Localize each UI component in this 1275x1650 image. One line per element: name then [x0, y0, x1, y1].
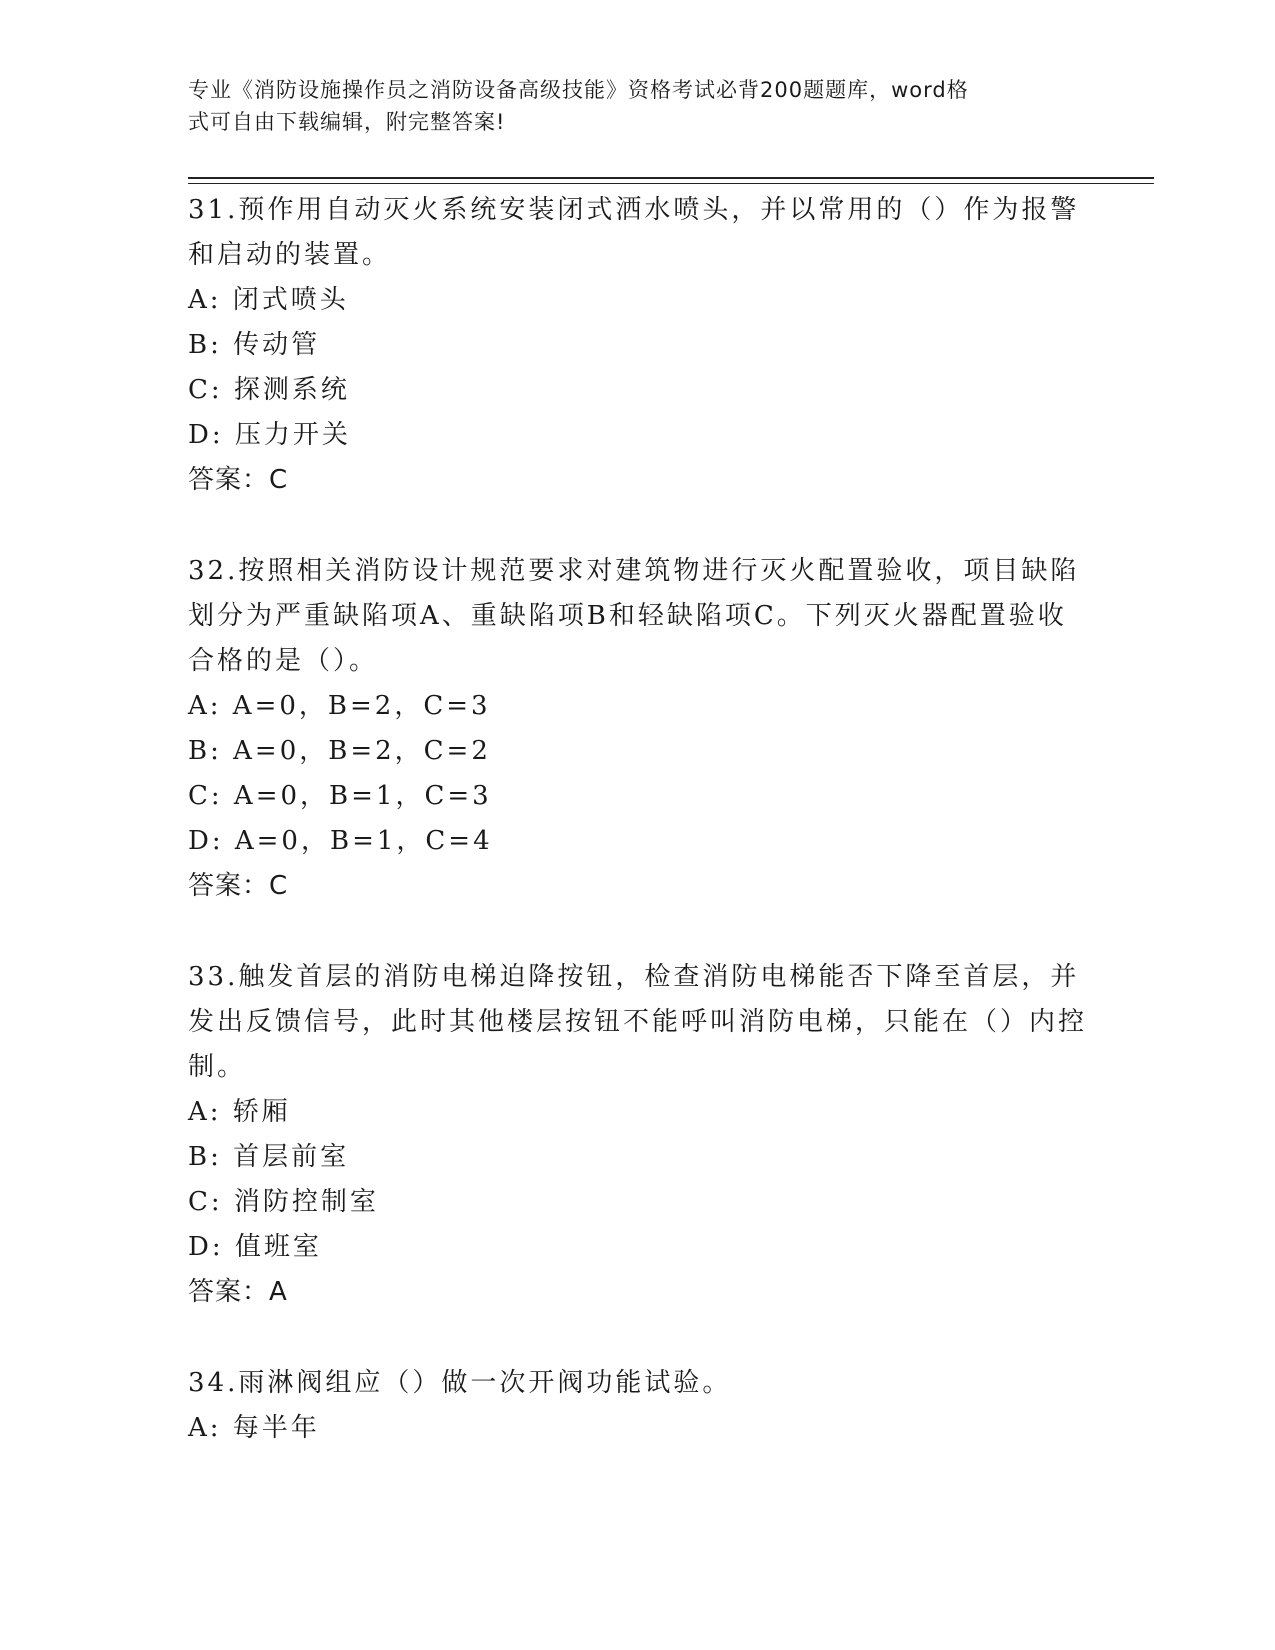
option-b: B: 传动管: [188, 330, 321, 360]
header-line-1: 专业《消防设施操作员之消防设备高级技能》资格考试必背200题题库，word格: [188, 78, 969, 102]
question-stem: 33.触发首层的消防电梯迫降按钮，检查消防电梯能否下降至首层，并发出反馈信号，此时其他楼层按钮不能呼叫消防电梯，只能在（）内控制。: [188, 962, 1088, 1082]
question-31: [188, 188, 1088, 503]
question-34: [188, 1361, 1088, 1451]
question-stem: 32.按照相关消防设计规范要求对建筑物进行灭火配置验收，项目缺陷划分为严重缺陷项A、重缺陷项B和轻缺陷项C。下列灭火器配置验收合格的是（）。: [188, 556, 1080, 676]
question-list: [188, 188, 1088, 1497]
header-divider-thick: [188, 177, 1154, 179]
option-d: D: 值班室: [188, 1232, 322, 1262]
document-header: [188, 74, 1068, 138]
option-a: A: 闭式喷头: [188, 285, 349, 315]
question-32: [188, 549, 1088, 909]
question-33: [188, 955, 1088, 1315]
option-d: D: 压力开关: [188, 420, 351, 450]
answer: 答案：C: [188, 465, 289, 495]
answer: 答案：A: [188, 1277, 288, 1307]
header-line-2: 式可自由下载编辑，附完整答案!: [188, 110, 506, 134]
option-c: C: 探测系统: [188, 375, 350, 405]
option-c: C: 消防控制室: [188, 1187, 379, 1217]
option-a: A: 每半年: [188, 1413, 320, 1443]
option-a: A: A=0，B=2，C=3: [188, 691, 491, 721]
option-b: B: A=0，B=2，C=2: [188, 736, 491, 766]
question-stem: 31.预作用自动灭火系统安装闭式洒水喷头，并以常用的（）作为报警和启动的装置。: [188, 195, 1080, 270]
answer: 答案：C: [188, 871, 289, 901]
question-stem: 34.雨淋阀组应（）做一次开阀功能试验。: [188, 1368, 732, 1398]
option-a: A: 轿厢: [188, 1097, 291, 1127]
option-d: D: A=0，B=1，C=4: [188, 826, 493, 856]
option-c: C: A=0，B=1，C=3: [188, 781, 492, 811]
header-divider-thin: [188, 183, 1154, 184]
option-b: B: 首层前室: [188, 1142, 350, 1172]
